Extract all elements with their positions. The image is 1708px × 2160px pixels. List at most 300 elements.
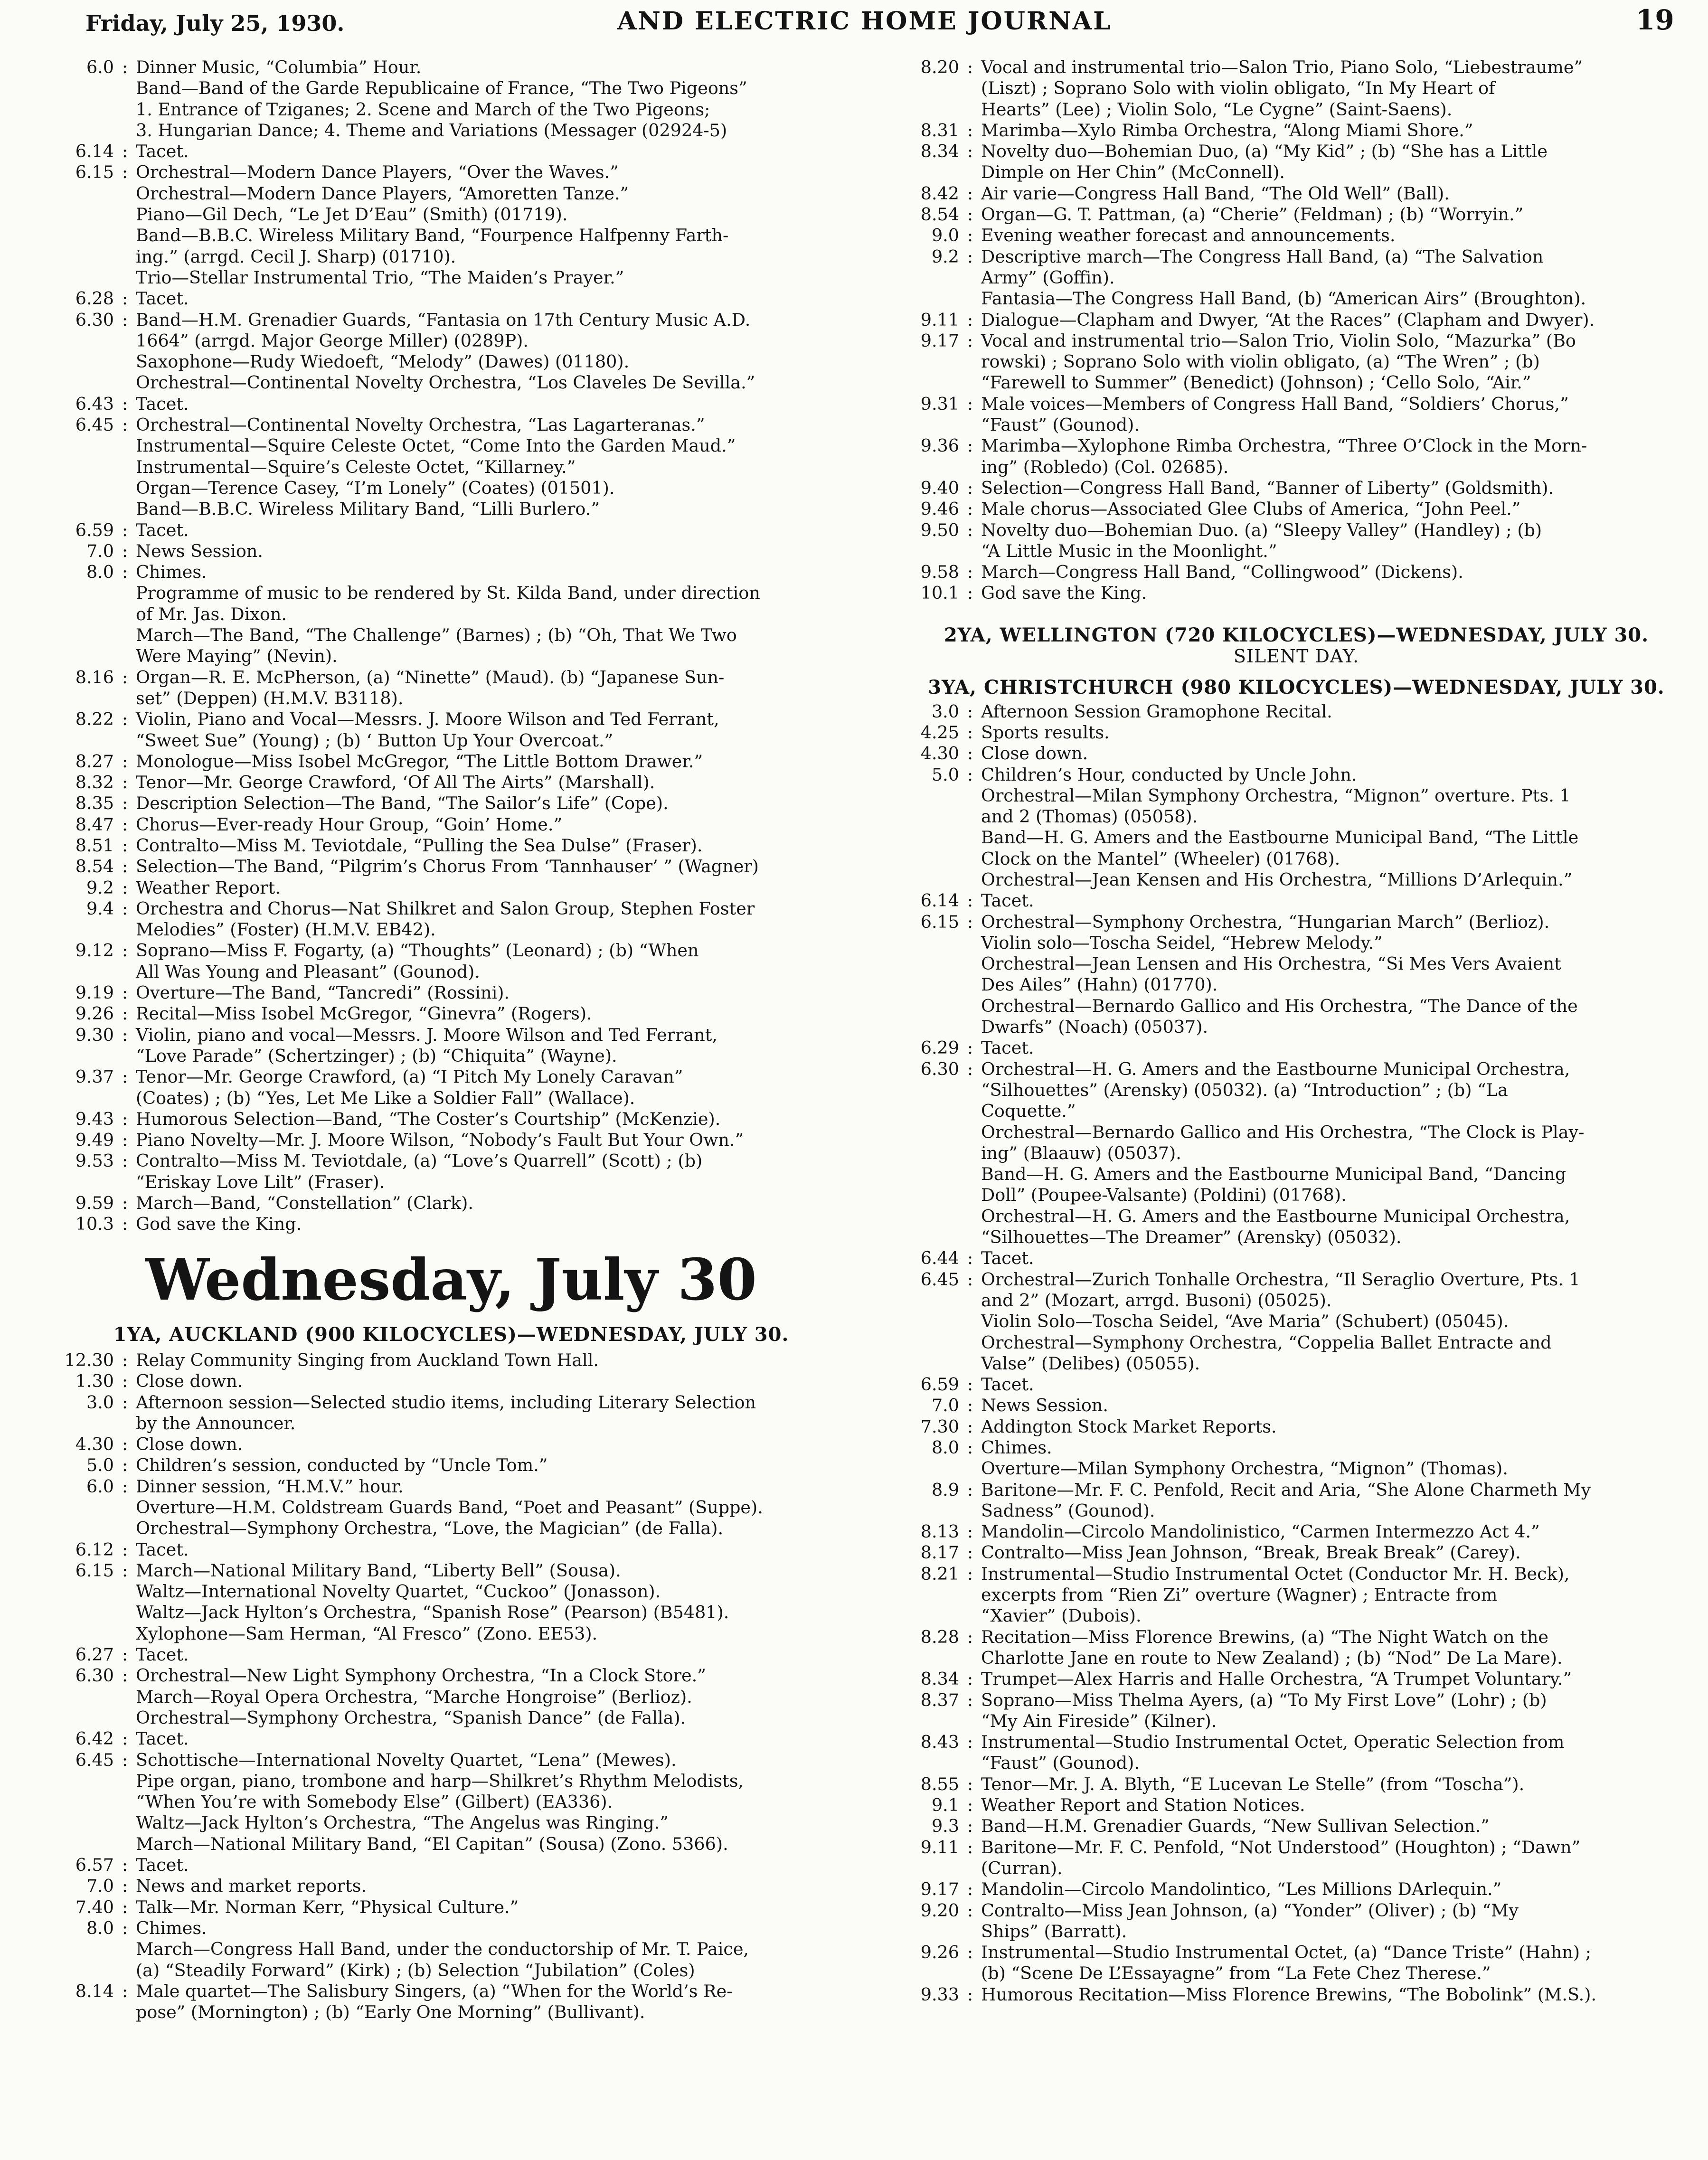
time-separator: :: [122, 751, 128, 772]
entry-time: 9.4: [86, 898, 114, 919]
entry-text: Tacet.: [981, 1248, 1034, 1269]
time-separator: :: [122, 415, 128, 435]
programme-entry: [893, 1984, 1700, 2005]
time-separator: :: [122, 982, 128, 1003]
programme-line: [893, 764, 1700, 785]
time-separator: :: [967, 1689, 973, 1710]
entry-continuation: Orchestral—Modern Dance Players, “Amoretten Tanze.” Piano—Gil Dech, “Le Jet D’Eau” (Smith) (01719). Band—B.B.C. Wireless Military Band, “Fourpence Halfpenny Farth- ing.” (arrgd. Cecil J. Sharp) (01710). Trio—Stellar Instrumental Trio, “The Maiden’s Prayer.”: [136, 183, 729, 288]
programme-line: [893, 310, 1700, 330]
entry-time: 9.53: [75, 1151, 114, 1171]
entry-text: Talk—Mr. Norman Kerr, “Physical Culture.”: [136, 1896, 519, 1917]
entry-text: Humorous Selection—Band, “The Coster’s Courtship” (McKenzie).: [136, 1108, 721, 1129]
entry-time: 9.40: [920, 477, 959, 498]
programme-line: [47, 1855, 855, 1876]
programme-list: [893, 57, 1700, 604]
entry-time: 6.59: [75, 519, 114, 540]
time-separator: :: [122, 1130, 128, 1151]
entry-text: Band—H.M. Grenadier Guards, “New Sullivan Selection.”: [981, 1816, 1490, 1837]
time-separator: :: [122, 309, 128, 330]
programme-entry: [893, 1480, 1700, 1522]
programme-line: [893, 1816, 1700, 1837]
programme-entry: [893, 204, 1700, 225]
time-separator: :: [967, 1058, 973, 1079]
entry-text: Close down.: [136, 1434, 243, 1455]
time-separator: :: [967, 1837, 973, 1858]
entry-time: 6.29: [920, 1038, 959, 1058]
time-separator: :: [967, 1437, 973, 1458]
programme-entry: [47, 1066, 855, 1109]
programme-line: [893, 394, 1700, 436]
programme-line: [47, 541, 855, 562]
entry-time: 5.0: [931, 764, 959, 785]
entry-time: 6.30: [75, 309, 114, 330]
entry-text: Soprano—Miss F. Fogarty, (a) “Thoughts” (Leonard) ; (b) “When All Was Young and Pleasant” (Gounod).: [136, 940, 699, 982]
entry-text: News and market reports.: [136, 1876, 367, 1896]
entry-text: Close down.: [981, 743, 1088, 764]
programme-entry: [47, 1109, 855, 1130]
programme-line: [893, 1564, 1700, 1627]
programme-line: [893, 1837, 1700, 1879]
entry-time: 9.43: [75, 1108, 114, 1129]
programme-entry: [893, 1627, 1700, 1669]
time-separator: :: [122, 1066, 128, 1087]
time-separator: :: [967, 477, 973, 498]
entry-text: Orchestral—New Light Symphony Orchestra, “In a Clock Store.”: [136, 1665, 706, 1686]
entry-text: Children’s Hour, conducted by Uncle John.: [981, 764, 1357, 785]
entry-time: 8.37: [920, 1689, 959, 1710]
entry-text: Tacet.: [136, 1728, 189, 1749]
time-separator: :: [122, 940, 128, 961]
entry-continuation: Overture—Milan Symphony Orchestra, “Mignon” (Thomas).: [981, 1458, 1508, 1479]
programme-entry: [47, 1476, 855, 1539]
programme-entry: [893, 225, 1700, 246]
station-heading-wellington: 2YA, WELLINGTON (720 KILOCYCLES)—WEDNESDAY, JULY 30.: [944, 623, 1649, 646]
entry-time: 4.30: [920, 743, 959, 764]
time-separator: :: [122, 519, 128, 540]
entry-text: News Session.: [136, 540, 263, 561]
entry-time: 8.34: [920, 141, 959, 162]
programme-line: [893, 1669, 1700, 1689]
programme-entry: [47, 57, 855, 141]
programme-entry: [893, 1816, 1700, 1837]
programme-line: [893, 1038, 1700, 1058]
entry-text: Sports results.: [981, 722, 1110, 743]
programme-entry: [893, 394, 1700, 436]
entry-time: 8.55: [920, 1773, 959, 1794]
programme-line: [893, 141, 1700, 183]
entry-text: Recitation—Miss Florence Brewins, (a) “The Night Watch on the Charlotte Jane en route to New Zealand) ; (b) “Nod” De La Mare).: [981, 1626, 1563, 1668]
programme-line: [893, 1942, 1700, 1984]
time-separator: :: [122, 1981, 128, 2001]
programme-line: [47, 1151, 855, 1193]
time-separator: :: [967, 57, 973, 77]
entry-text: Tacet.: [136, 141, 189, 162]
station-heading-christchurch: 3YA, CHRISTCHURCH (980 KILOCYCLES)—WEDNESDAY, JULY 30.: [928, 676, 1665, 699]
time-separator: :: [122, 793, 128, 814]
programme-entry: [893, 435, 1700, 478]
entry-time: 8.0: [86, 1917, 114, 1938]
entry-text: Orchestral—H. G. Amers and the Eastbourne Municipal Orchestra, “Silhouettes” (Arensky) (05032). (a) “Introduction” ; (b) “La Coquette.”: [981, 1058, 1570, 1122]
entry-continuation: Waltz—International Novelty Quartet, “Cuckoo” (Jonasson). Waltz—Jack Hylton’s Orchestra, “Spanish Rose” (Pearson) (B5481). Xylophone—Sam Herman, “Al Fresco” (Zono. EE53).: [136, 1581, 729, 1644]
entry-text: Vocal and instrumental trio—Salon Trio, Violin Solo, “Mazurka” (Bo rowski) ; Soprano Solo with violin obligato, (a) “The Wren” ; (b) “Farewell to Summer” (Benedict) (Johnson) ; ‘Cello Solo, “Air.”: [981, 330, 1576, 393]
entry-text: God save the King.: [981, 583, 1147, 604]
entry-text: Tacet.: [136, 1644, 189, 1665]
entry-text: News Session.: [981, 1395, 1108, 1416]
programme-line: [893, 562, 1700, 583]
programme-entry: [893, 499, 1700, 519]
time-separator: :: [967, 1269, 973, 1290]
programme-line: [47, 1371, 855, 1392]
programme-entry: [47, 1350, 855, 1371]
programme-line: [893, 57, 1700, 120]
programme-line: [893, 1732, 1700, 1774]
programme-entry: [893, 1795, 1700, 1816]
time-separator: :: [967, 1521, 973, 1542]
entry-time: 6.14: [75, 141, 114, 162]
programme-line: [47, 562, 855, 583]
entry-time: 8.34: [920, 1669, 959, 1689]
entry-text: Tacet.: [981, 1038, 1034, 1058]
entry-text: Weather Report and Station Notices.: [981, 1795, 1305, 1816]
programme-entry: [893, 1942, 1700, 1984]
programme-line: [47, 1130, 855, 1151]
time-separator: :: [967, 1732, 973, 1753]
programme-entry: [893, 562, 1700, 583]
time-separator: :: [122, 667, 128, 688]
time-separator: :: [967, 764, 973, 785]
programme-entry: [47, 1434, 855, 1455]
programme-list: [47, 57, 855, 1235]
programme-entry: [893, 1690, 1700, 1732]
programme-entry: [893, 246, 1700, 310]
programme-line: [893, 1480, 1700, 1522]
time-separator: :: [967, 120, 973, 141]
entry-time: 8.13: [920, 1521, 959, 1542]
programme-entry: [893, 1395, 1700, 1416]
programme-line: [47, 310, 855, 352]
time-separator: :: [967, 911, 973, 932]
entry-time: 8.42: [920, 183, 959, 204]
time-separator: :: [122, 835, 128, 856]
entry-text: Orchestral—Zurich Tonhalle Orchestra, “Il Seraglio Overture, Pts. 1 and 2” (Mozart, arrgd. Busoni) (05025).: [981, 1269, 1580, 1311]
entry-time: 6.0: [86, 1476, 114, 1497]
time-separator: :: [967, 309, 973, 330]
time-separator: :: [122, 1855, 128, 1876]
time-separator: :: [967, 562, 973, 583]
entry-text: Tacet.: [136, 393, 189, 414]
entry-time: 6.57: [75, 1855, 114, 1876]
entry-continuation: Saxophone—Rudy Wiedoeft, “Melody” (Dawes) (01180). Orchestral—Continental Novelty Orchestra, “Los Claveles De Sevilla.”: [136, 351, 755, 393]
entry-text: Organ—G. T. Pattman, (a) “Cherie” (Feldman) ; (b) “Worryin.”: [981, 204, 1524, 225]
programme-list: [47, 1350, 855, 2023]
entry-time: 9.37: [75, 1066, 114, 1087]
programme-line: [47, 141, 855, 162]
programme-entry: [47, 1025, 855, 1067]
programme-line: [893, 183, 1700, 204]
time-separator: :: [122, 856, 128, 877]
entry-time: 6.30: [75, 1665, 114, 1686]
programme-entry: [47, 162, 855, 288]
time-separator: :: [122, 57, 128, 77]
programme-entry: [893, 1269, 1700, 1374]
entry-text: Trumpet—Alex Harris and Halle Orchestra, “A Trumpet Voluntary.”: [981, 1669, 1572, 1689]
time-separator: :: [122, 709, 128, 730]
entry-text: Tacet.: [136, 288, 189, 309]
entry-text: Afternoon Session Gramophone Recital.: [981, 701, 1332, 722]
entry-time: 9.0: [931, 225, 959, 246]
programme-line: [47, 982, 855, 1003]
programme-entry: [47, 1130, 855, 1151]
entry-time: 8.31: [920, 120, 959, 141]
entry-time: 9.3: [931, 1816, 959, 1837]
time-separator: :: [967, 1248, 973, 1269]
programme-line: [893, 246, 1700, 289]
time-separator: :: [967, 722, 973, 743]
time-separator: :: [122, 814, 128, 835]
entry-time: 6.45: [75, 1749, 114, 1770]
entry-time: 6.15: [920, 911, 959, 932]
entry-time: 8.28: [920, 1626, 959, 1647]
programme-entry: [893, 478, 1700, 499]
programme-line: [893, 722, 1700, 743]
entry-text: Air varie—Congress Hall Band, “The Old Well” (Ball).: [981, 183, 1450, 204]
entry-time: 9.2: [931, 246, 959, 267]
programme-line: [47, 667, 855, 709]
time-separator: :: [122, 1749, 128, 1770]
time-separator: :: [122, 1539, 128, 1560]
entry-time: 9.20: [920, 1900, 959, 1921]
programme-line: [47, 898, 855, 941]
programme-line: [47, 394, 855, 415]
programme-entry: [47, 394, 855, 415]
programme-entry: [47, 1455, 855, 1476]
programme-entry: [893, 330, 1700, 394]
programme-entry: [47, 1151, 855, 1193]
entry-time: 8.51: [75, 835, 114, 856]
entry-time: 10.1: [920, 583, 959, 604]
entry-text: Descriptive march—The Congress Hall Band, (a) “The Salvation Army” (Goffin).: [981, 246, 1544, 288]
entry-text: Novelty duo—Bohemian Duo, (a) “My Kid” ; (b) “She has a Little Dimple on Her Chin” (McConnell).: [981, 141, 1548, 183]
entry-time: 7.40: [75, 1896, 114, 1917]
time-separator: :: [967, 890, 973, 911]
entry-time: 9.58: [920, 562, 959, 583]
time-separator: :: [967, 435, 973, 456]
entry-text: Chimes.: [136, 1917, 207, 1938]
programme-entry: [893, 1038, 1700, 1058]
programme-entry: [893, 890, 1700, 911]
entry-continuation: Violin Solo—Toscha Seidel, “Ave Maria” (Schubert) (05045). Orchestral—Symphony Orchestra, “Coppelia Ballet Entracte and Valse” (Delibes) (05055).: [981, 1311, 1552, 1374]
entry-time: 6.14: [920, 890, 959, 911]
entry-time: 8.16: [75, 667, 114, 688]
entry-time: 5.0: [86, 1455, 114, 1476]
entry-time: 8.32: [75, 772, 114, 793]
programme-line: [47, 1539, 855, 1560]
programme-line: [893, 1374, 1700, 1395]
programme-entry: [47, 1918, 855, 1981]
entry-time: 9.59: [75, 1193, 114, 1214]
entry-text: Contralto—Miss M. Teviotdale, “Pulling the Sea Dulse” (Fraser).: [136, 835, 703, 856]
programme-entry: [893, 764, 1700, 891]
time-separator: :: [122, 1896, 128, 1917]
time-separator: :: [967, 519, 973, 540]
entry-text: Dialogue—Clapham and Dwyer, “At the Races” (Clapham and Dwyer).: [981, 309, 1595, 330]
programme-line: [893, 1416, 1700, 1437]
entry-time: 8.27: [75, 751, 114, 772]
entry-time: 7.0: [86, 1876, 114, 1896]
time-separator: :: [122, 1349, 128, 1370]
entry-continuation: Overture—H.M. Coldstream Guards Band, “Poet and Peasant” (Suppe). Orchestral—Symphony Orchestra, “Love, the Magician” (de Falla).: [136, 1497, 763, 1539]
time-separator: :: [122, 1728, 128, 1749]
time-separator: :: [967, 246, 973, 267]
entry-text: Vocal and instrumental trio—Salon Trio, Piano Solo, “Liebestraume” (Liszt) ; Soprano Solo with violin obligato, “In My Heart of Hearts” (Lee) ; Violin Solo, “Le Cygne” (Saint-Saens).: [981, 57, 1583, 120]
programme-entry: [893, 1837, 1700, 1879]
time-separator: :: [967, 1416, 973, 1437]
entry-time: 9.31: [920, 393, 959, 414]
entry-text: Male voices—Members of Congress Hall Band, “Soldiers’ Chorus,” “Faust” (Gounod).: [981, 393, 1569, 435]
time-separator: :: [122, 393, 128, 414]
entry-text: Piano Novelty—Mr. J. Moore Wilson, “Nobody’s Fault But Your Own.”: [136, 1130, 744, 1151]
entry-time: 6.44: [920, 1248, 959, 1269]
programme-entry: [47, 1728, 855, 1749]
programme-entry: [893, 722, 1700, 743]
entry-time: 6.43: [75, 393, 114, 414]
entry-text: Tacet.: [136, 1539, 189, 1560]
programme-entry: [893, 1059, 1700, 1248]
entry-time: 6.59: [920, 1374, 959, 1395]
time-separator: :: [122, 1876, 128, 1896]
day-heading: Wednesday, July 30: [145, 1246, 757, 1313]
time-separator: :: [122, 1455, 128, 1476]
entry-time: 9.26: [75, 1003, 114, 1024]
issue-date: Friday, July 25, 1930.: [85, 10, 345, 36]
programme-entry: [47, 1392, 855, 1434]
time-separator: :: [122, 1392, 128, 1413]
entry-time: 6.28: [75, 288, 114, 309]
programme-line: [47, 162, 855, 183]
entry-text: Schottische—International Novelty Quartet, “Lena” (Mewes).: [136, 1749, 677, 1770]
entry-time: 4.25: [920, 722, 959, 743]
programme-line: [893, 1248, 1700, 1269]
entry-time: 6.15: [75, 162, 114, 183]
time-separator: :: [122, 288, 128, 309]
entry-time: 3.0: [931, 701, 959, 722]
entry-continuation: Programme of music to be rendered by St. Kilda Band, under direction of Mr. Jas. Dixon. March—The Band, “The Challenge” (Barnes) ; (b) “Oh, That We Two Were Maying” (Nevin).: [136, 583, 760, 667]
programme-entry: [893, 1416, 1700, 1437]
programme-entry: [47, 1897, 855, 1918]
time-separator: :: [967, 1669, 973, 1689]
entry-text: Baritone—Mr. F. C. Penfold, “Not Understood” (Houghton) ; “Dawn” (Curran).: [981, 1837, 1581, 1878]
programme-line: [47, 1644, 855, 1665]
entry-time: 9.11: [920, 1837, 959, 1858]
entry-text: Baritone—Mr. F. C. Penfold, Recit and Aria, “She Alone Charmeth My Sadness” (Gounod).: [981, 1479, 1591, 1521]
entry-text: Contralto—Miss Jean Johnson, “Break, Break Break” (Carey).: [981, 1542, 1521, 1563]
entry-time: 1.30: [75, 1371, 114, 1392]
programme-line: [893, 1269, 1700, 1311]
programme-line: [893, 1059, 1700, 1122]
entry-time: 6.45: [920, 1269, 959, 1290]
programme-line: [893, 701, 1700, 722]
time-separator: :: [122, 562, 128, 583]
programme-entry: [47, 751, 855, 772]
programme-entry: [893, 1774, 1700, 1795]
programme-entry: [893, 1521, 1700, 1542]
programme-line: [893, 225, 1700, 246]
entry-text: March—National Military Band, “Liberty Bell” (Sousa).: [136, 1560, 621, 1581]
programme-line: [47, 1981, 855, 2023]
time-separator: :: [122, 877, 128, 898]
entry-time: 9.46: [920, 499, 959, 519]
entry-time: 8.54: [75, 856, 114, 877]
time-separator: :: [122, 1214, 128, 1235]
programme-line: [893, 1437, 1700, 1458]
programme-entry: [47, 898, 855, 941]
programme-line: [47, 1003, 855, 1024]
programme-line: [47, 1560, 855, 1581]
entry-text: March—Band, “Constellation” (Clark).: [136, 1193, 473, 1214]
programme-entry: [893, 1248, 1700, 1269]
programme-entry: [893, 310, 1700, 330]
programme-entry: [893, 1437, 1700, 1480]
entry-text: Violin, Piano and Vocal—Messrs. J. Moore Wilson and Ted Ferrant, “Sweet Sue” (Young) ; (b) ‘ Button Up Your Overcoat.”: [136, 709, 719, 751]
programme-line: [893, 1879, 1700, 1900]
entry-continuation: Band—Band of the Garde Republicaine of France, “The Two Pigeons” 1. Entrance of Tziganes; 2. Scene and March of the Two Pigeons; 3. Hungarian Dance; 4. Theme and Variations (Messager (02924-5): [136, 78, 747, 141]
entry-continuation: March—Royal Opera Orchestra, “Marche Hongroise” (Berlioz). Orchestral—Symphony Orchestra, “Spanish Dance” (de Falla).: [136, 1686, 692, 1728]
time-separator: :: [122, 162, 128, 183]
entry-text: Band—H.M. Grenadier Guards, “Fantasia on 17th Century Music A.D. 1664” (arrgd. Major George Miller) (0289P).: [136, 309, 751, 351]
time-separator: :: [122, 1151, 128, 1171]
entry-time: 9.30: [75, 1024, 114, 1045]
entry-text: Children’s session, conducted by “Uncle Tom.”: [136, 1455, 548, 1476]
time-separator: :: [122, 1644, 128, 1665]
programme-entry: [47, 1193, 855, 1214]
station-heading-auckland: 1YA, AUCKLAND (900 KILOCYCLES)—WEDNESDAY, JULY 30.: [113, 1323, 789, 1346]
entry-text: Tacet.: [136, 519, 189, 540]
programme-entry: [47, 1981, 855, 2023]
entry-text: Organ—R. E. McPherson, (a) “Ninette” (Maud). (b) “Japanese Sun- set” (Deppen) (H.M.V. B3118).: [136, 667, 725, 708]
programme-entry: [893, 1732, 1700, 1774]
programme-entry: [47, 877, 855, 898]
programme-line: [893, 890, 1700, 911]
programme-entry: [47, 310, 855, 394]
time-separator: :: [122, 1108, 128, 1129]
programme-entry: [47, 856, 855, 877]
page-header: [0, 0, 1708, 52]
programme-line: [47, 1392, 855, 1434]
programme-list: [893, 701, 1700, 2005]
time-separator: :: [122, 1560, 128, 1581]
programme-entry: [893, 912, 1700, 1038]
entry-text: Instrumental—Studio Instrumental Octet (Conductor Mr. H. Beck), excerpts from “Rien Zi” overture (Wagner) ; Entracte from “Xavier” (Dubois).: [981, 1563, 1570, 1626]
programme-line: [893, 583, 1700, 604]
entry-text: Overture—The Band, “Tancredi” (Rossini).: [136, 982, 510, 1003]
programme-line: [893, 330, 1700, 394]
entry-text: March—Congress Hall Band, “Collingwood” (Dickens).: [981, 562, 1463, 583]
programme-line: [893, 1774, 1700, 1795]
time-separator: :: [967, 1395, 973, 1416]
entry-text: Relay Community Singing from Auckland Town Hall.: [136, 1349, 599, 1370]
entry-text: Male quartet—The Salisbury Singers, (a) “When for the World’s Re- pose” (Mornington) ; (b) “Early One Morning” (Bullivant).: [136, 1981, 733, 2023]
programme-line: [893, 1627, 1700, 1669]
programme-entry: [47, 1539, 855, 1560]
entry-time: 6.12: [75, 1539, 114, 1560]
entry-text: Instrumental—Studio Instrumental Octet, Operatic Selection from “Faust” (Gounod).: [981, 1732, 1565, 1773]
programme-line: [47, 835, 855, 856]
entry-time: 6.27: [75, 1644, 114, 1665]
entry-text: Tenor—Mr. J. A. Blyth, “E Lucevan Le Stelle” (from “Toscha”).: [981, 1773, 1525, 1794]
programme-line: [47, 1918, 855, 1939]
entry-time: 8.14: [75, 1981, 114, 2001]
entry-time: 9.49: [75, 1130, 114, 1151]
